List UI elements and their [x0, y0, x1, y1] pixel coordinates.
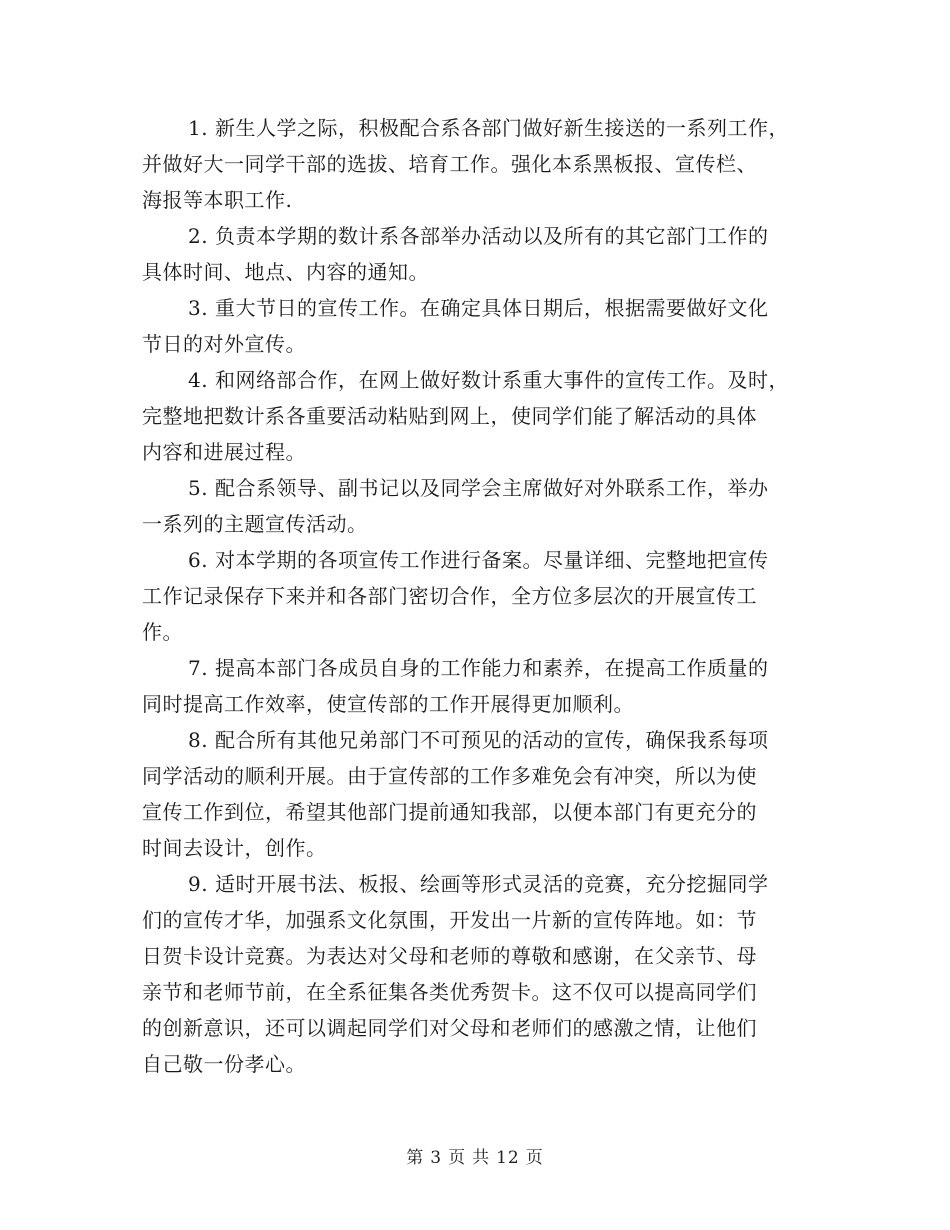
paragraph-line: 一系列的主题宣传活动。 — [142, 512, 368, 536]
paragraph-line: 的创新意识，还可以调起同学们对父母和老师们的感激之情，让他们 — [142, 1016, 757, 1040]
paragraph-line: 并做好大一同学干部的选拔、培育工作。强化本系黑板报、宣传栏、 — [142, 152, 757, 176]
paragraph-line: 亲节和老师节前，在全系征集各类优秀贺卡。这不仅可以提高同学们 — [142, 980, 757, 1004]
paragraph-line: 8. 配合所有其他兄弟部门不可预见的活动的宣传，确保我系每项 — [188, 728, 769, 752]
paragraph-3 — [142, 290, 812, 362]
paragraph-line: 内容和进展过程。 — [142, 440, 306, 464]
footer-total-word: 共 — [472, 1148, 491, 1168]
footer-total-pages: 12 — [496, 1148, 520, 1168]
paragraph-9 — [142, 866, 812, 1082]
paragraph-line: 们的宣传才华，加强系文化氛围，开发出一片新的宣传阵地。如：节 — [142, 908, 757, 932]
paragraph-line: 2. 负责本学期的数计系各部举办活动以及所有的其它部门工作的 — [188, 224, 769, 248]
paragraph-line: 同学活动的顺利开展。由于宣传部的工作多难免会有冲突，所以为使 — [142, 764, 757, 788]
paragraph-7 — [142, 650, 812, 722]
paragraph-1 — [142, 110, 812, 218]
footer-current-page: 3 — [430, 1148, 443, 1168]
footer-page-word: 页 — [448, 1148, 467, 1168]
paragraph-line: 7. 提高本部门各成员自身的工作能力和素养，在提高工作质量的 — [188, 656, 769, 680]
paragraph-line: 4. 和网络部合作，在网上做好数计系重大事件的宣传工作。及时， — [188, 368, 789, 392]
paragraph-line: 6. 对本学期的各项宣传工作进行备案。尽量详细、完整地把宣传 — [188, 548, 769, 572]
paragraph-line: 宣传工作到位，希望其他部门提前通知我部，以便本部门有更充分的 — [142, 800, 757, 824]
paragraph-8 — [142, 722, 812, 866]
paragraph-5 — [142, 470, 812, 542]
paragraph-line: 5. 配合系领导、副书记以及同学会主席做好对外联系工作，举办 — [188, 476, 769, 500]
paragraph-4 — [142, 362, 812, 470]
paragraph-line: 时间去设计，创作。 — [142, 836, 327, 860]
paragraph-2 — [142, 218, 812, 290]
paragraph-line: 完整地把数计系各重要活动粘贴到网上，使同学们能了解活动的具体 — [142, 404, 757, 428]
paragraph-line: 具体时间、地点、内容的通知。 — [142, 260, 429, 284]
paragraph-line: 9. 适时开展书法、板报、绘画等形式灵活的竞赛，充分挖掘同学 — [188, 872, 769, 896]
paragraph-line: 同时提高工作效率，使宣传部的工作开展得更加顺利。 — [142, 692, 634, 716]
document-body — [142, 110, 812, 1082]
footer-suffix: 页 — [525, 1148, 544, 1168]
paragraph-line: 海报等本职工作. — [142, 188, 293, 212]
paragraph-line: 工作记录保存下来并和各部门密切合作，全方位多层次的开展宣传工 — [142, 584, 757, 608]
paragraph-line: 节日的对外宣传。 — [142, 332, 306, 356]
paragraph-line: 自己敬一份孝心。 — [142, 1052, 306, 1076]
paragraph-line: 作。 — [142, 620, 183, 644]
footer-prefix: 第 — [406, 1148, 425, 1168]
paragraph-line: 日贺卡设计竞赛。为表达对父母和老师的尊敬和感谢，在父亲节、母 — [142, 944, 757, 968]
paragraph-line: 1. 新生人学之际，积极配合系各部门做好新生接送的一系列工作， — [188, 116, 789, 140]
paragraph-6 — [142, 542, 812, 650]
paragraph-line: 3. 重大节日的宣传工作。在确定具体日期后，根据需要做好文化 — [188, 296, 769, 320]
page-footer — [0, 1146, 950, 1170]
